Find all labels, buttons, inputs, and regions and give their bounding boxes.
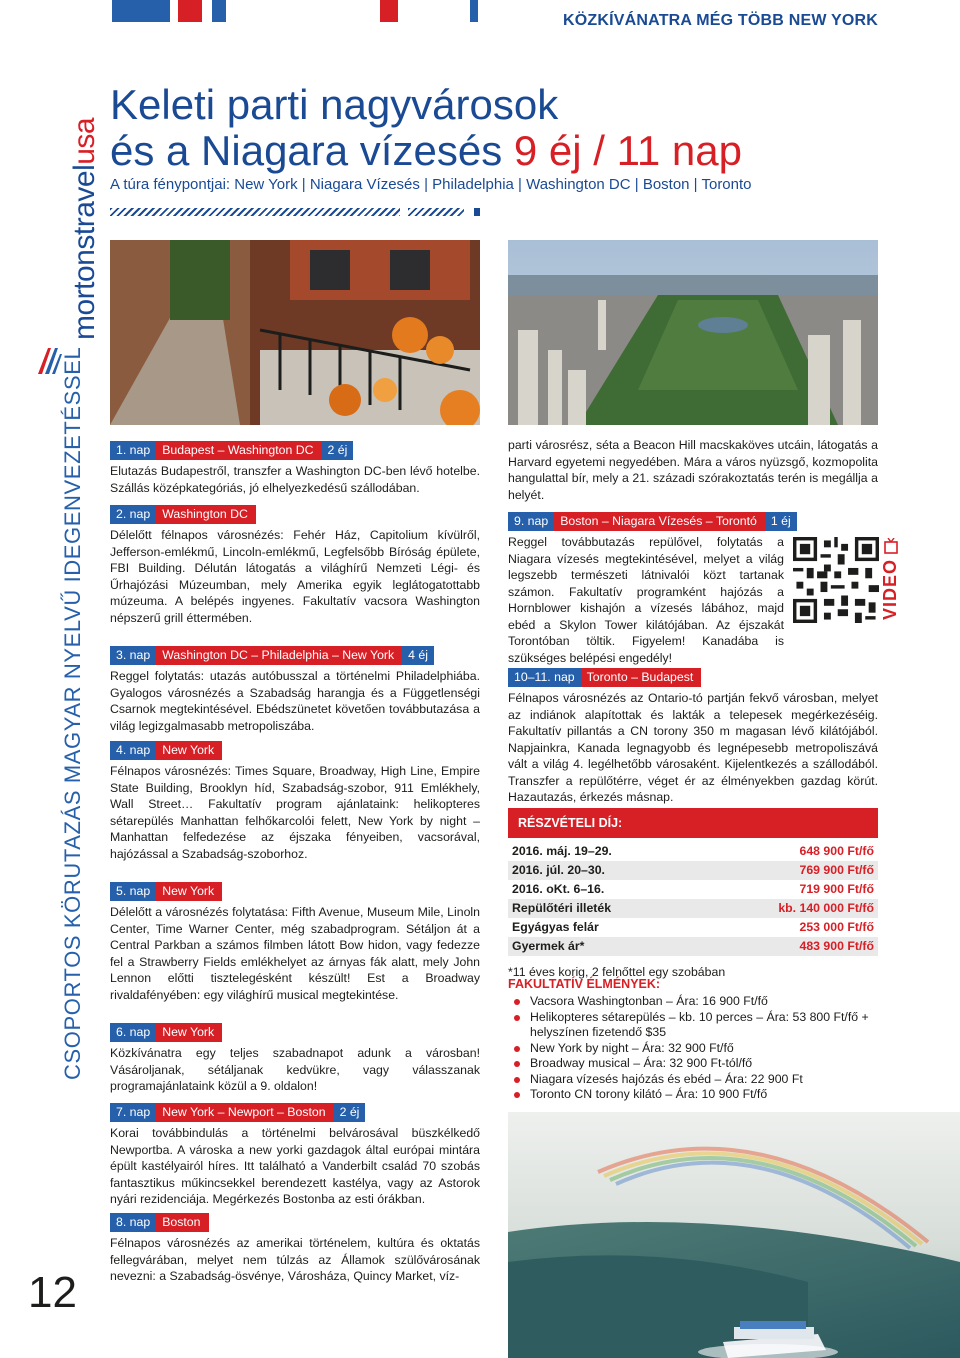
extra-item: Niagara vízesés hajózás és ebéd – Ára: 22 900 Ft [508,1072,878,1088]
top-bar-blue-2 [212,0,226,22]
day-5 [110,882,480,1003]
qr-code-icon[interactable] [793,537,879,623]
hatch-dot [474,208,480,216]
day-9-place: Boston – Niagara Vízesés – Torontó [554,512,765,531]
day-7-nights: 2 éj [334,1103,366,1122]
price-label: 2016. máj. 19–29. [512,844,612,858]
price-value: kb. 140 000 Ft/fő [778,901,874,915]
day-1-place: Budapest – Washington DC [156,441,321,460]
niagara-falls-photo [508,1112,960,1358]
day-9-number: 9. nap [508,512,554,531]
day-10-text: Félnapos városnézés az Ontario-tó partján fekvő városban, melyet az indiánok alapítottak és lakták a telepesek megérkezéséig. Fakultatív pillantás a CN torony 350 m magasan lévő kilátójából. Napjainkra, Kanada legnagyobb és legnépesebb metropoliszává vált a világ 4. legélhetőbb városaként. Kijelentkezés a szállodából. Transzfer a repülőtérre, véget ér az élményekben gazdag körút. Hazautazás, érkezés másnap. [508,691,878,804]
continuation-text: parti városrész, séta a Beacon Hill macskaköves utcáin, látogatás a Harvard egyetemi negyedében. Mára a város nyüzsgő, kozmopolita hangulattal bír, mely a 21. századi szórakoztatás terén is megállja a helyét. [508,438,878,502]
day-8-continuation [508,437,878,503]
video-link[interactable]: VIDEO [880,558,900,620]
title-line-1: Keleti parti nagyvárosok [110,81,559,128]
price-label: 2016. júl. 20–30. [512,863,605,877]
price-value: 719 900 Ft/fő [799,882,874,896]
extras-title: FAKULTATÍV ÉLMÉNYEK: [508,977,661,991]
optional-extras [508,977,878,1103]
day-1-number: 1. nap [110,441,156,460]
price-note: *11 éves korig, 2 felnőttel egy szobában [508,965,726,979]
top-bar-red-2 [380,0,398,22]
logo-usa: usa [68,117,101,165]
tv-icon [884,538,898,554]
day-4-text: Félnapos városnézés: Times Square, Broadway, High Line, Empire State Building, Brooklyn híd, Szabadság-szobor, 911 Emlékhely, Wall Street… Fakultatív program ajánlataink: helikopteres sétarepülés Manhattan felhőkarcolói felett, New York by night – Manhattan felfedezése az éjszaka fényeiben, vacsorával, hajózással a Szabadság-szoborhoz. [110,764,480,861]
top-bar-blue-1 [112,0,170,22]
day-6-place: New York [156,1023,222,1042]
price-row [508,937,878,956]
page-number: 12 [28,1268,77,1317]
day-1 [110,441,480,496]
logo-brand: mortonstravel [68,164,101,340]
price-row [508,918,878,937]
day-4-number: 4. nap [110,741,156,760]
day-6-number: 6. nap [110,1023,156,1042]
price-table-title: RÉSZVÉTELI DÍJ: [508,808,878,838]
day-1-text: Elutazás Budapestről, transzfer a Washington DC-ben lévő hotelbe. Szállás középkategóriás, jó elhelyezkedésű szállodában. [110,464,480,495]
price-row [508,899,878,918]
day-7 [110,1103,480,1208]
price-value: 253 000 Ft/fő [799,920,874,934]
day-7-number: 7. nap [110,1103,156,1122]
title-line-2: és a Niagara vízesés [110,127,503,174]
day-8-place: Boston [156,1213,208,1232]
central-park-photo [508,240,878,425]
price-value: 483 900 Ft/fő [799,939,874,953]
extra-item: Toronto CN torony kilátó – Ára: 10 900 Ft/fő [508,1087,878,1103]
extra-item: Helikopteres sétarepülés – kb. 10 perces – Ára: 53 800 Ft/fő + helyszínen fizetendő $35 [508,1010,878,1041]
day-3-nights: 4 éj [402,646,434,665]
price-label: Egyágyas felár [512,920,599,934]
extra-item: Vacsora Washingtonban – Ára: 16 900 Ft/fő [508,994,878,1010]
day-4 [110,741,480,862]
extra-item: Broadway musical – Ára: 32 900 Ft-tól/fő [508,1056,878,1072]
day-3 [110,646,480,734]
day-3-number: 3. nap [110,646,156,665]
price-row [508,861,878,880]
logo-wing-icon [36,346,62,376]
day-8 [110,1213,480,1285]
day-4-place: New York [156,741,222,760]
day-5-text: Délelőtt a városnézés folytatása: Fifth Avenue, Museum Mile, Linoln Center, Time Warner Center, még szabadprogram. Sétáljon át a Central Parkban a számos filmben látott Bow hidon, vagy fedezze fel a Strawberry Fields emlékhelyet az árnyas fák alatt, mely John Lennon előtti tisztelegésként készült! Est a Broadway rivaldafényében: egy világhírű musical megtekintése. [110,905,480,1002]
day-7-place: New York – Newport – Boston [156,1103,333,1122]
price-row [508,842,878,861]
day-6-text: Közkívánatra egy teljes szabadnapot adunk a városban! Vásároljanak, sétáljanak kedvükre, vagy válasszanak programajánlataink közül a 9. oldalon! [110,1046,480,1093]
sidebar [0,0,101,1358]
day-8-text: Félnapos városnézés az amerikai történelem, kultúra és oktatás fellegvárában, melyet nem túlzás az Államok szülővárosának nevezni: a Szabadság-ösvénye, Városháza, Quincy Market, víz- [110,1236,480,1283]
boston-street-photo [110,240,480,425]
sidebar-category: CSOPORTOS KÖRUTAZÁS MAGYAR NYELVŰ IDEGENVEZETÉSSEL [60,346,85,1080]
price-label: Repülőtéri illeték [512,901,612,915]
day-10-11 [508,668,878,806]
page-title [110,82,742,174]
day-3-place: Washington DC – Philadelphia – New York [156,646,402,665]
day-2-number: 2. nap [110,505,156,524]
day-2-place: Washington DC [156,505,256,524]
day-3-text: Reggel folytatás: utazás autóbusszal a történelmi Philadelphiába. Gyalogos városnézés a Szabadság harangja és a Függetlenségi Csarnok megtekintésével. Ebédszünetet követően továbbutazása a világ legizgalmasabb metropoliszába. [110,669,480,733]
price-value: 648 900 Ft/fő [799,844,874,858]
day-2 [110,505,480,626]
day-2-text: Délelőtt félnapos városnézés: Fehér Ház, Capitolium kívülről, Jefferson-emlékmű, Lincoln-emlékmű, Legfelsőbb Bíróság épülete, FBI Building. Délután látogatás a világhírű Nemzeti Légi- és Űrhajózási Múzeumban, mely Amerika egyik leglátogatottabb múzeuma. A belépés ingyenes. Fakultatív vacsora Washington népszerű grill éttermében. [110,528,480,625]
brand-logo [68,118,102,340]
day-9-nights: 1 éj [765,512,797,531]
tour-highlights: A túra fénypontjai: New York | Niagara Vízesés | Philadelphia | Washington DC | Boston | Toronto [110,176,752,193]
price-row [508,880,878,899]
day-6 [110,1023,480,1095]
hatch-rule-mid [408,208,464,216]
price-table [508,808,878,980]
header-title: KÖZKÍVÁNATRA MÉG TÖBB NEW YORK [562,12,878,29]
title-highlight: 9 éj / 11 nap [513,127,742,174]
day-7-text: Korai továbbindulás a történelmi belvárosával büszkélkedő Newportba. A városka a new yorki gazdagok által európai mintára épült kastélyairól híres. Itt található a Vanderbilt család 70 szobás fantasztikus műkincsekkel berendezett kastélya, vagy az Astorok nyári rezidenciája. Megérkezés Bostonba az esti órákban. [110,1126,480,1206]
price-label: 2016. oKt. 6–16. [512,882,605,896]
day-8-number: 8. nap [110,1213,156,1232]
price-label: Gyermek ár* [512,939,585,953]
top-bar-blue-3 [470,0,478,22]
day-5-number: 5. nap [110,882,156,901]
day-10-number: 10–11. nap [508,668,581,687]
day-1-nights: 2 éj [322,441,354,460]
day-5-place: New York [156,882,222,901]
price-value: 769 900 Ft/fő [799,863,874,877]
day-9-text: Reggel továbbutazás repülővel, folytatás a Niagara vízesés megtekintésével, melyet a világ legszebb természeti látnivalói közt tartanak számon. Fakultatív programként hajózás a Hornblower kishajón a vízesés lábához, majd ebéd a Skylon Tower kilátójában. Az éjszakát Torontóban töltik. Figyelem! Kanadába is szükséges belépési engedély! [508,535,784,665]
hatch-rule-left [110,208,400,216]
top-bar-red-1 [178,0,202,22]
extra-item: New York by night – Ára: 32 900 Ft/fő [508,1041,878,1057]
day-10-place: Toronto – Budapest [581,668,702,687]
